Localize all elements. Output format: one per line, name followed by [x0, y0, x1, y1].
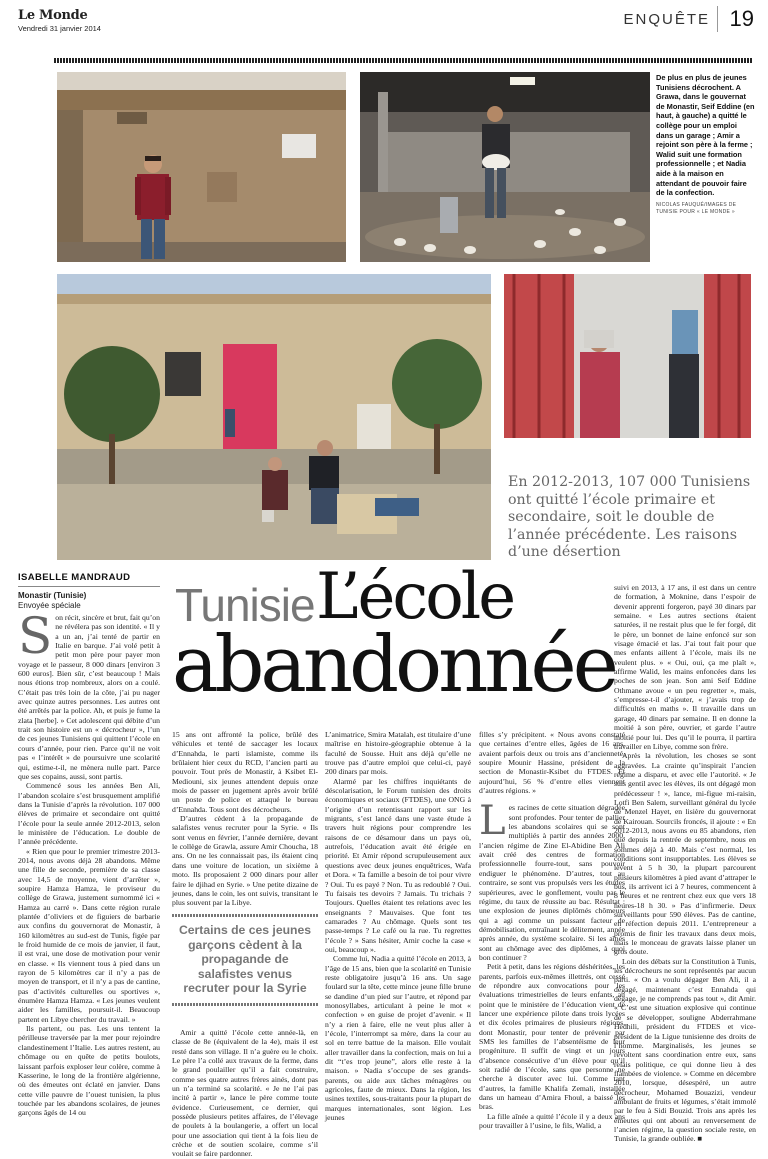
caption-text: De plus en plus de jeunes Tunisiens décrochent. A Grawa, dans le gouvernat de Monastir, Seif Eddine (en haut, à gauche) a quitté le collège pour un emploi dans un garage ; Amir a rejoint son père à la ferme ; Walid suit une formation professionnelle ; et Nadia aide à la maison en attendant de pouvoir faire de la confection.: [656, 73, 755, 198]
article-column-5: [614, 583, 756, 1144]
byline-rule: [18, 586, 160, 587]
author-name: ISABELLE MANDRAUD: [18, 572, 131, 583]
drop-cap: L: [479, 798, 506, 845]
top-rule: [54, 58, 752, 63]
headline-title-line2: abandonnée: [172, 620, 615, 710]
photo-caption: [656, 73, 756, 216]
photo-seif-eddine: [57, 72, 346, 262]
pull-quote-text: Certains de ces jeunes garçons cèdent à la propagande de salafistes venus recruter pour la Syrie: [178, 923, 312, 995]
paragraph: Commencé sous les années Ben Ali, l’abandon scolaire s’est brusquement amplifié dans la Tunisie d’après la révolution. 107 000 élèves de primaire et secondaire ont quitté l’école pour la seule année 2012-2013, selon le ministère de l’éducation. Le double de l’année précédente.: [18, 781, 160, 847]
pull-quote: [172, 914, 318, 1006]
pull-quote-rule: [172, 1003, 318, 1006]
paragraph: filles s’y précipitent. « Nous avons constaté que certaines d’entre elles, âgées de 16 ans, avaient parfois deux ou trois ans d’ancienneté, soupire Mounir Hassine, président de la section de Monastir-Ksibet du FTDES. Et aujourd’hui, 56 % d’entre elles viennent d’autres régions. »: [479, 730, 625, 796]
headline-title-line1: L’école: [316, 560, 514, 634]
paragraph: « Rien que pour le premier trimestre 2013-2014, nous avons déjà 28 abandons. Même une fille de seconde, première de sa classe avec 14,5 de moyenne, vient d’arrêter », soupire Hamza Hamza, le proviseur du collège de Grawa, justement surnommé ici « Hamza au carré ». Dans cette région rurale plantée d’oliviers et de figuiers de barbarie aux confins du gouvernorat de Monastir, à 160 kilomètres au sud-est de Tunis, figée par le froid humide de ce mois de janvier, il faut, il est vrai, une dose de motivation pour venir en classe. « Ils viennent tous à pied dans un rayon de 5 kilomètres car il n’y a pas de moyen de transport, et il n’y a pas de cantine, pas d’activités culturelles ou sportives », énumère Hamza Hamza. « Les jeunes veulent aider les familles, poursuit-il. Beaucoup partent en Libye chercher du travail. »: [18, 846, 160, 1024]
drop-cap: S: [18, 607, 53, 665]
photo-nadia-gate: [504, 274, 751, 438]
header-divider: [717, 6, 718, 32]
paragraph: Loin des débats sur la Constitution à Tunis, les décrocheurs ne sont représentés par aucun parti. « On a voulu dégager Ben Ali, il a dégagé, maintenant c’est Ennahda qui dégage, je ne comprends pas tout », dit Amir. « C’est une situation explosive qui continue de se développer, souligne Abderrahmane Hedhili, président du FTDES et vice-président de la Ligue tunisienne des droits de l’homme. Marginalisés, les jeunes se révoltent sans coordination entre eux, sans relais politique, ce qui donne lieu à des flambées de violence. » Comme en décembre 2010, lorsque, désespéré, un autre décrocheur, Mohamed Bouazizi, vendeur ambulant de fruits et légumes, s’était immolé par le feu à Sidi Bouzid. Trois ans après les émeutes qui ont abouti au renversement de l’ancien régime, la question sociale reste, en Tunisie, la grande oubliée. ■: [614, 956, 756, 1144]
summary-lede: En 2012-2013, 107 000 Tunisiens ont quitté l’école primaire et secondaire, soit le double de l’année précédente. Les raisons d’une désertion: [508, 474, 751, 560]
paragraph: L’animatrice, Smira Matalah, est titulaire d’une maîtrise en histoire-géographie obtenue à la faculté de Sousse. Huit ans déjà qu’elle ne trouve pas d’autre emploi que celui-ci, payé 200 dinars par mois.: [325, 730, 471, 777]
paragraph: Alarmé par les chiffres inquiétants de déscolarisation, le Forum tunisien des droits économiques et sociaux (FTDES), une ONG à l’origine d’un retentissant rapport sur les migrants, s’est lancé dans une vaste étude à travers huit régions pour comprendre les raisons de ce désamour dans un pays où, autrefois, l’éducation avait été érigée en priorité. Et Amir répond scrupuleusement aux questions avec deux jeunes enquêtrices, Wafa et Dora. « Ta famille a besoin de toi pour vivre ? Oui. Tu es payé ? Non. Tu as redoublé ? Oui. Tu faisais tes devoirs ? Jamais. Tu trichais ? Toujours. Quelles étaient tes relations avec les enseignants ? Mauvaises. Que font tes camarades ? Au chômage. Quels sont tes passe-temps ? Le café ou la rue. Tu regrettes l’école ? » Sans hésiter, Amir coche la case « oui, beaucoup ».: [325, 776, 471, 954]
paragraph: Petit à petit, dans les régions déshéritées, les parents, parfois eux-mêmes illettrés, ont cessé de répondre aux convocations pour les évaluations trimestrielles de leurs enfants, au point que le ministère de l’éducation vient de lancer une expérience pilote dans trois lycées et dix écoles primaires de plusieurs régions, dont Monastir, pour tenter de prévenir par SMS les familles de l’absentéisme de leur progéniture. Il suffit de vingt et un jours d’absence consécutive d’un élève pour qu’il soit radié de l’école, sans que personne ne cherche à discuter avec lui. Comme tant d’autres, la famille Khalifa Zemali, installée dans un hameau d’Amira Fhoul, a baissé les bras.: [479, 962, 625, 1112]
paragraph: on récit, sincère et brut, fait qu’on ne révélera pas son identité. « Il y a un an, j’ai tenté de partir en Italie en barque. J’ai volé petit à petit mon père pour payer mon voyage et le passeur, 8 000 dinars [environ 3 600 euros]. Bien sûr, c’est beaucoup ! Mais nous étions trop nombreux, alors on a coulé. C’était pas très loin de la côte, j’ai pu nager avec quinze autres personnes. Les autres ont été arrêtés par la police. Ah, et puis je fume la zlata [herbe]. » Cet adolescent qui débite d’un trait son histoire est un « décrocheur », l’un de ces jeunes Tunisiens qui quittent l’école en cours d’année, pour rien. Parce qu’il ne voit pas « l’intérêt » de poursuivre une scolarité qui, estime-t-il, ne mènera nulle part. Parce que ses copains, aussi, sont partis.: [18, 613, 160, 781]
page-number: 19: [729, 6, 754, 31]
article-column-3: [325, 730, 471, 1123]
author-location: Monastir (Tunisie): [18, 591, 87, 600]
masthead: [18, 8, 118, 33]
article-column-4: [479, 730, 625, 1131]
paragraph: Amir a quitté l’école cette année-là, en classe de 8e (équivalent de la 4e), mais il est resté dans son village. Il n’a guère eu le choix. Le père l’a collé aux travaux de la ferme, dans le grand poulailler qu’il a fait construire, comme ses quatre autres frères ainés, dont pas un n’a terminé sa scolarité. « Je ne l’ai pas incité à partir », lance le père comme toute évidence. Curieusement, ce dernier, qui possède plusieurs petites affaires, de l’élevage de poulets à la boulangerie, a offert un local pour une association qui tient à la fois lieu de crèche et de soutien scolaire, comme s’il voulait se faire pardonner.: [172, 1028, 318, 1159]
article-column-2: [172, 730, 318, 910]
newspaper-logo: Le Monde: [18, 8, 88, 23]
photo-walid-courtyard: [57, 274, 491, 560]
paragraph: suivi en 2013, à 17 ans, il est dans un centre de formation, à Moknine, dans l’espoir de devenir apprenti forgeron, payé 30 dinars par semaine. « Les autres sections étaient saturées, il ne restait plus que le fer forgé, dit le père, un bonnet de laine enfoncé sur son visage émacié et las. J’ai tout fait pour que mes enfants aillent à l’école, mais ils ne veulent plus. » « Oui, oui, ça me plaît », affirme Walid, les mains enfoncées dans les poches de son jean. Son ami Seif Eddine Othmane avoue « un peu regretter », mais, s’empresse-t-il d’ajouter, « j’avais trop de difficultés en maths ». Il travaille dans un garage, 40 dinars par semaine. Il en donne la moitié à son père, ouvrier, et garde l’autre moitié pour lui. Des qu’il le pourra, il partira travailler en Libye, comme son frère.: [614, 583, 756, 751]
section-rubric: ENQUÊTE: [623, 11, 710, 28]
paragraph: 15 ans ont affronté la police, brûlé des véhicules et tenté de saccager les locaux d’Ennahda, le parti islamiste, comme ils brûlaient hier ceux du RCD, l’ancien parti au pouvoir. Tout près de Monastir, à Ksibet El-Mediouni, six jeunes attendent depuis onze mois de passer en jugement après avoir brûlé un poste de police et attaqué le bureau d’Ennahda. Tous sont des décrocheurs.: [172, 730, 318, 814]
paragraph: La fille aînée a quitté l’école il y a deux ans pour travailler à l’usine, le fils, Walid, a: [479, 1111, 625, 1131]
photo-credit: NICOLAS FAUQUÉ/IMAGES DE TUNISIE POUR « LE MONDE »: [656, 201, 737, 215]
paragraph: D’autres cèdent à la propagande de salafistes venus recruter pour la Syrie. « Ils sont venus en février, l’année dernière, devant le collège de Grawla, assure Amir Choucha, 18 ans. On ne les connaissait pas, ils étaient cinq dans une voiture de location, un sixième à moto. Ils proposaient 2 000 dinars pour aller faire le djihad en Syrie. » Une petite dizaine de jeunes, dans le coin, les ont suivis, transitant le plus souvent par la Libye.: [172, 814, 318, 908]
paragraph: Après la révolution, les choses se sont aggravées. La crainte qu’inspirait l’ancien régime a disparu, et avec elle l’autorité. « Je suis gentil avec les élèves, ils ont dégagé mon prédécesseur ! », lance, mi-figue mi-raisin, Lotfi Ben Salem, surveillant général du lycée de Menzel Hayet, en lisière du gouvernorat de Kairouan. Sourcils froncés, il ajoute : « En 2012-2013, nous avons eu 85 abandons, rien que depuis la rentrée de septembre, nous en sommes déjà à 40. Mais c’est normal, les conditions sont insupportables. Les élèves se lèvent à 5 h 30, la plupart parcourent plusieurs kilomètres à pied avant d’attraper le bus, ils arrivent ici à 7 heures, commencent à 8 heures et ne rentrent chez eux que vers 18 heures-18 h 30. » Pas d’infirmerie. Deux surveillants pour 590 élèves. Pas de cantine, en réfection depuis 2011. L’entrepreneur a promis de finir les travaux dans deux mois, mais le monceau de gravats laisse planer un gros doute.: [614, 751, 756, 957]
article-column-1: [18, 607, 160, 1118]
paragraph: es racines de cette situation dégradée sont profondes. Pour tenter de pallier les abandons scolaires qui se sont multipliés à partir des années 2000, l’ancien régime de Zine El-Abidine Ben Ali avait créé des centres de formation professionnelle fourre-tout, sans pouvoir endiguer le phénomène. D’autres, tout au contraire, se sont vus propulsés vers les études supérieures, avec le gonflement, voulu par le régime, du taux de réussite au bac. Résultat : une explosion de jeunes diplômés chômeurs qui a agi comme un puissant facteur de démobilisation, entraînant le délitement, année après année, du système scolaire. Si les aînés sont au chômage avec des diplômes, à quoi bon continuer ?: [479, 803, 625, 962]
paragraph: Ils partent, ou pas. Les uns tentent la périlleuse traversée par la mer pour rejoindre clandestinement l’Italie. Les autres restent, au chômage ou en quête de petits boulots, laissant parfois exploser leur colère, comme à Kasserine, le long de la frontière algérienne, où des émeutes ont éclaté en janvier. Dans cette ville pauvre de l’ouest tunisien, la plus touchée par les abandons scolaires, de jeunes garçons âgés de 14 ou: [18, 1024, 160, 1118]
author-role: Envoyée spéciale: [18, 601, 81, 610]
issue-date: Vendredi 31 janvier 2014: [18, 24, 101, 33]
article-column-2-bottom: [172, 1028, 318, 1159]
photo-amir-farm: [360, 72, 650, 262]
paragraph: Comme lui, Nadia a quitté l’école en 2013, à l’âge de 15 ans, bien que la scolarité en Tunisie reste obligatoire jusqu’à 16 ans. Un sage foulard sur la tête, cette mince jeune fille brune se dandine d’un pied sur l’autre, et répond par monosyllabes, articulant à peine le mot « confection » en guise de projet d’avenir. « Il n’y a rien à faire, elle ne veut plus aller à l’école, l’interrompt sa mère, dans la cour au sol en terre battue de la maison. Elle voulait aller travailler dans la confection, mais on lui a dit “t’es trop jeune”, alors elle reste à la maison. » Nadia s’occupe de ses grands-parents, ou aide aux tâches ménagères ou agricoles, faute de mieux. Dans la région, les usines textiles, sous-traitants pour la plupart de marques internationales, sont légion. Les jeunes: [325, 954, 471, 1123]
headline-kicker: Tunisie: [175, 579, 315, 631]
